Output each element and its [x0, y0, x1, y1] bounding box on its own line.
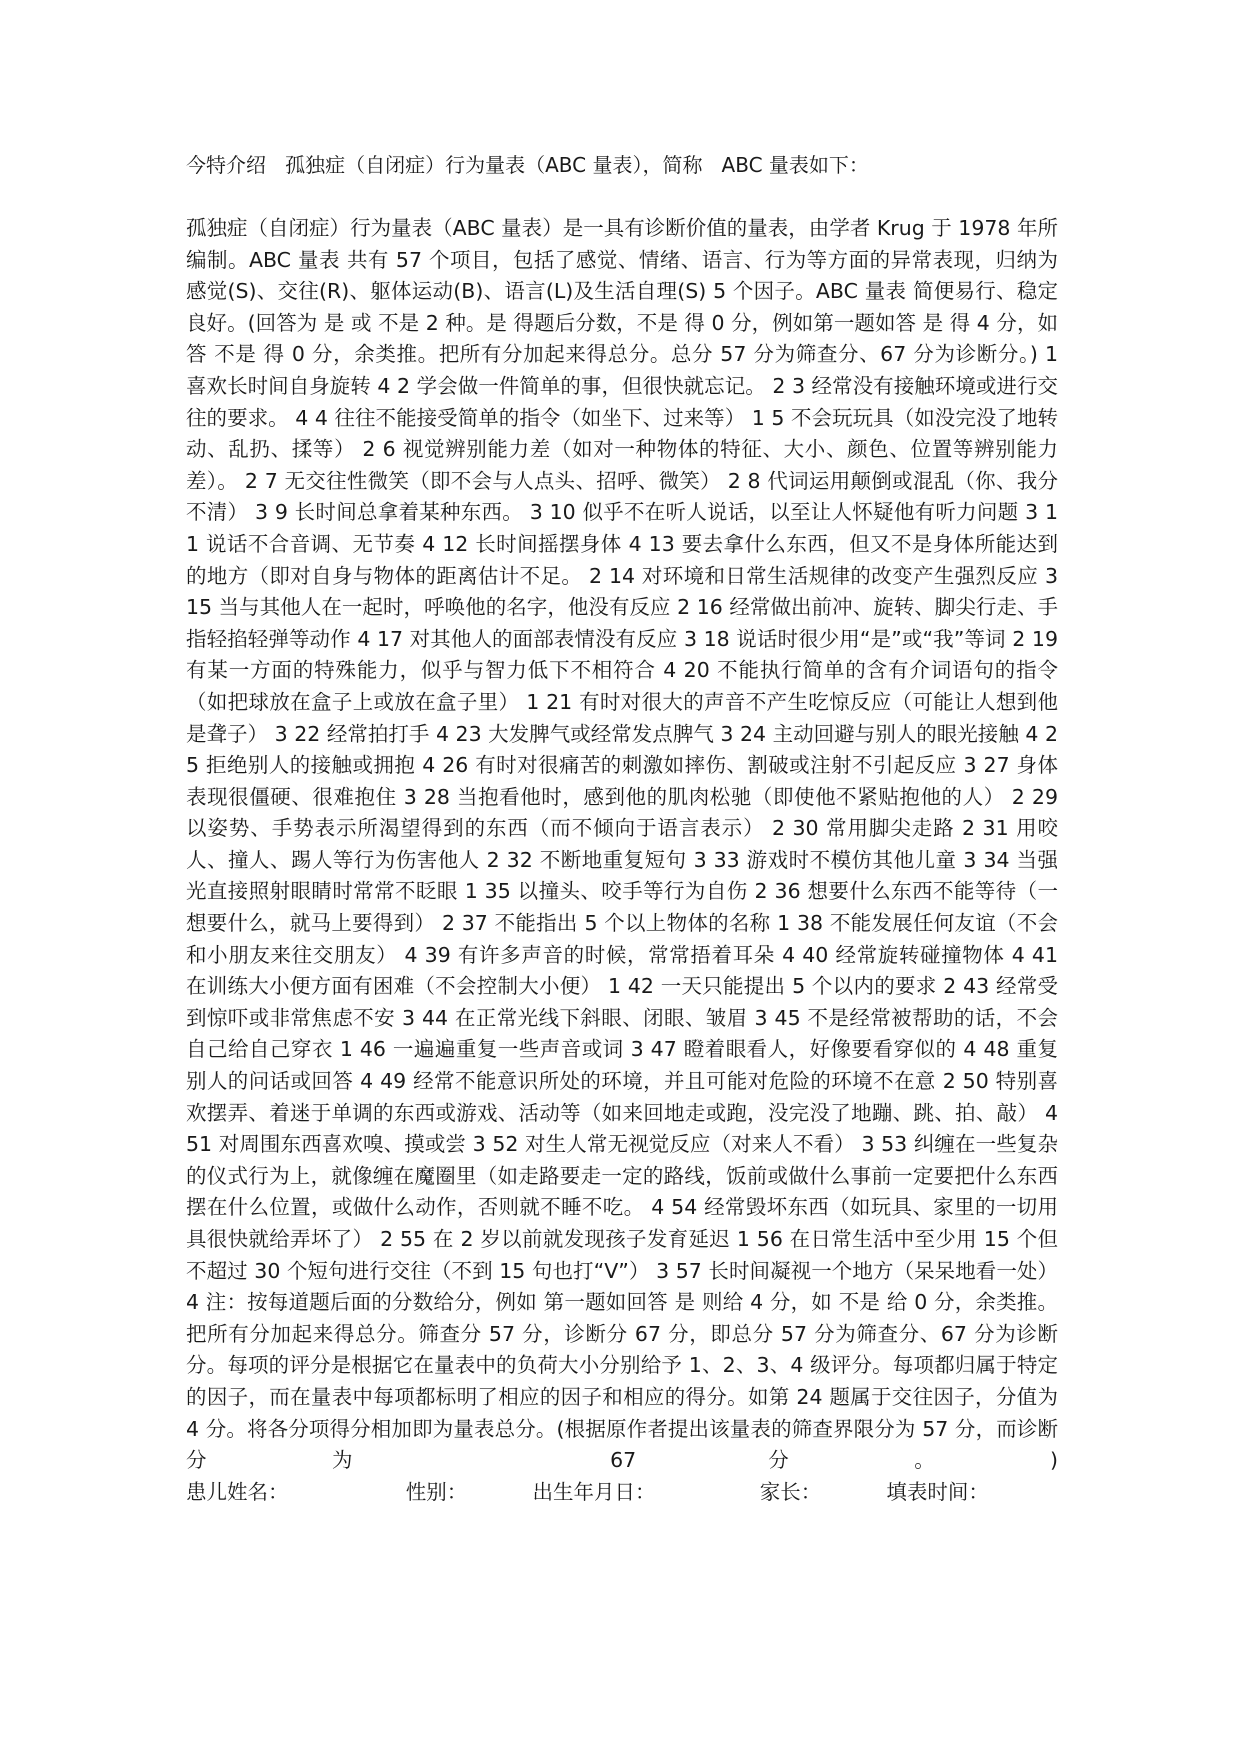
- scale-description-text: 孤独症（自闭症）行为量表（ABC 量表）是一具有诊断价值的量表，由学者 Krug 于 1978 年所编制。ABC 量表 共有 57 个项目，包括了感觉、情绪、语言、行为等方面的异常表现，归纳为感觉(S)、交往(R)、躯体运动(B)、语言(L)及生活自理(S) 5 个因子。ABC 量表 简便易行、稳定良好。(回答为 是 或 不是 2 种。是 得题后分数，不是 得 0 分，例如第一题如答 是 得 4 分，如答 不是 得 0 分，余类推。把所有分加起来得总分。总分 57 分为筛查分、67 分为诊断分。) 1 喜欢长时间自身旋转 4 2 学会做一件简单的事，但很快就忘记。 2 3 经常没有接触环境或进行交往的要求。 4 4 往往不能接受简单的指令（如坐下、过来等） 1 5 不会玩玩具（如没完没了地转动、乱扔、揉等） 2 6 视觉辨别能力差（如对一种物体的特征、大小、颜色、位置等辨别能力差）。 2 7 无交往性微笑（即不会与人点头、招呼、微笑） 2 8 代词运用颠倒或混乱（你、我分不清） 3 9 长时间总拿着某种东西。 3 10 似乎不在听人说话，以至让人怀疑他有听力问题 3 11 说话不合音调、无节奏 4 12 长时间摇摆身体 4 13 要去拿什么东西，但又不是身体所能达到的地方（即对自身与物体的距离估计不足。 2 14 对环境和日常生活规律的改变产生强烈反应 3 15 当与其他人在一起时，呼唤他的名字，他没有反应 2 16 经常做出前冲、旋转、脚尖行走、手指轻掐轻弹等动作 4 17 对其他人的面部表情没有反应 3 18 说话时很少用“是”或“我”等词 2 19 有某一方面的特殊能力，似乎与智力低下不相符合 4 20 不能执行简单的含有介词语句的指令（如把球放在盒子上或放在盒子里） 1 21 有时对很大的声音不产生吃惊反应（可能让人想到他是聋子） 3 22 经常拍打手 4 23 大发脾气或经常发点脾气 3 24 主动回避与别人的眼光接触 4 25 拒绝别人的接触或拥抱 4 26 有时对很痛苦的刺激如摔伤、割破或注射不引起反应 3 27 身体表现很僵硬、很难抱住 3 28 当抱看他时，感到他的肌肉松驰（即使他不紧贴抱他的人） 2 29 以姿势、手势表示所渴望得到的东西（而不倾向于语言表示） 2 30 常用脚尖走路 2 31 用咬人、撞人、踢人等行为伤害他人 2 32 不断地重复短句 3 33 游戏时不模仿其他儿童 3 34 当强光直接照射眼睛时常常不眨眼 1 35 以撞头、咬手等行为自伤 2 36 想要什么东西不能等待（一想要什么，就马上要得到） 2 37 不能指出 5 个以上物体的名称 1 38 不能发展任何友谊（不会和小朋友来往交朋友） 4 39 有许多声音的时候，常常捂着耳朵 4 40 经常旋转碰撞物体 4 41 在训练大小便方面有困难（不会控制大小便） 1 42 一天只能提出 5 个以内的要求 2 43 经常受到惊吓或非常焦虑不安 3 44 在正常光线下斜眼、闭眼、皱眉 3 45 不是经常被帮助的话，不会自己给自己穿衣 1 46 一遍遍重复一些声音或词 3 47 瞪着眼看人，好像要看穿似的 4 48 重复别人的问话或回答 4 49 经常不能意识所处的环境，并且可能对危险的环境不在意 2 50 特别喜欢摆弄、着迷于单调的东西或游戏、活动等（如来回地走或跑，没完没了地蹦、跳、拍、敲） 4 51 对周围东西喜欢嗅、摸或尝 3 52 对生人常无视觉反应（对来人不看） 3 53 纠缠在一些复杂的仪式行为上，就像缠在魔圈里（如走路要走一定的路线，饭前或做什么事前一定要把什么东西摆在什么位置，或做什么动作，否则就不睡不吃。 4 54 经常毁坏东西（如玩具、家里的一切用具很快就给弄坏了） 2 55 在 2 岁以前就发现孩子发育延迟 1 56 在日常生活中至少用 15 个但不超过 30 个短句进行交往（不到 15 句也打“V”） 3 57 长时间凝视一个地方（呆呆地看一处） 4 注：按每道题后面的分数给分，例如 第一题如回答 是 则给 4 分，如 不是 给 0 分，余类推。把所有分加起来得总分。筛查分 57 分，诊断分 67 分，即总分 57 分为筛查分、67 分为诊断分。每项的评分是根据它在量表中的负荷大小分别给予 1、2、3、4 级评分。每项都归属于特定的因子，而在量表中每项都标明了相应的因子和相应的得分。如第 24 题属于交往因子，分值为 4 分。将各分项得分相加即为量表总分。(根据原作者提出该量表的筛查界限分为 57 分，而诊断分为 67 分。): [186, 216, 1058, 1473]
- body-paragraph: [186, 213, 1058, 1508]
- form-fields-line: 患儿姓名： 性别： 出生年月日： 家长： 填表时间：: [186, 1479, 989, 1504]
- intro-line: 今特介绍 孤独症（自闭症）行为量表（ABC 量表），简称 ABC 量表如下：: [186, 153, 869, 177]
